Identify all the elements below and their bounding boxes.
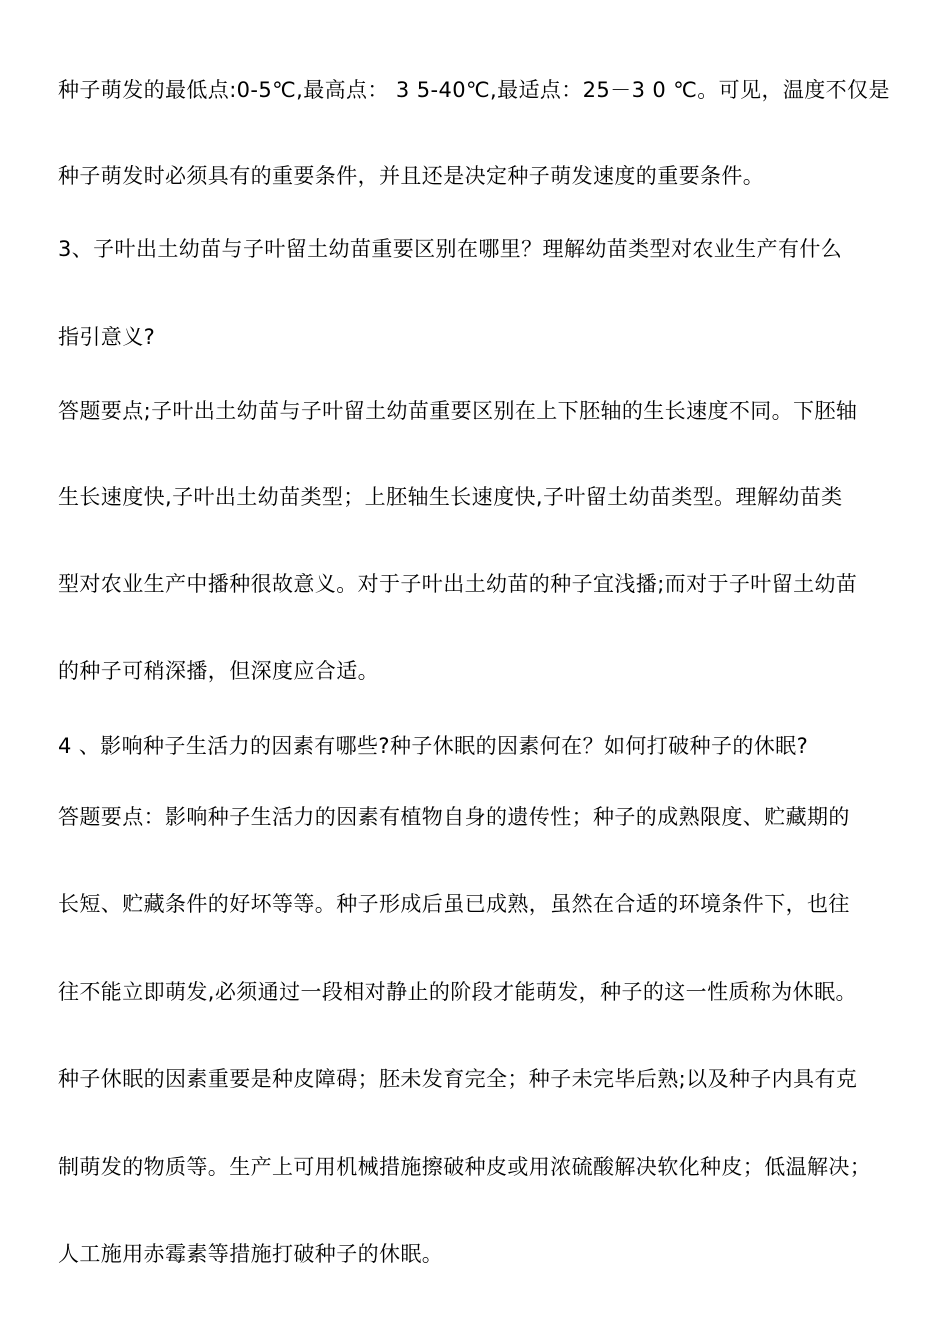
text-line: 3、子叶出土幼苗与子叶留土幼苗重要区别在哪里？理解幼苗类型对农业生产有什么 bbox=[58, 237, 843, 261]
text-line: 种子萌发的最低点:0-5℃,最高点： 3 5-40℃,最适点：25－3 0 ℃。可见，温度不仅是 bbox=[58, 78, 890, 102]
text-line: 答题要点：影响种子生活力的因素有植物自身的遗传性；种子的成熟限度、贮藏期的 bbox=[58, 805, 850, 829]
text-line: 种子休眠的因素重要是种皮障碍；胚未发育完全；种子未完毕后熟;以及种子内具有克 bbox=[58, 1067, 858, 1091]
text-line: 人工施用赤霉素等措施打破种子的休眠。 bbox=[58, 1242, 444, 1266]
text-line: 生长速度快,子叶出土幼苗类型；上胚轴生长速度快,子叶留土幼苗类型。理解幼苗类 bbox=[58, 485, 843, 509]
text-line: 型对农业生产中播种很故意义。对于子叶出土幼苗的种子宜浅播;而对于子叶留土幼苗 bbox=[58, 572, 858, 596]
text-line: 答题要点;子叶出土幼苗与子叶留土幼苗重要区别在上下胚轴的生长速度不同。下胚轴 bbox=[58, 399, 858, 423]
text-line: 指引意义? bbox=[58, 325, 156, 349]
text-line: 制萌发的物质等。生产上可用机械措施擦破种皮或用浓硫酸解决软化种皮；低温解决； bbox=[58, 1155, 872, 1179]
text-line: 长短、贮藏条件的好坏等等。种子形成后虽已成熟，虽然在合适的环境条件下，也往 bbox=[58, 892, 850, 916]
text-line: 往不能立即萌发,必须通过一段相对静止的阶段才能萌发，种子的这一性质称为休眠。 bbox=[58, 980, 857, 1004]
text-line: 种子萌发时必须具有的重要条件，并且还是决定种子萌发速度的重要条件。 bbox=[58, 164, 765, 188]
text-line: 的种子可稍深播，但深度应合适。 bbox=[58, 659, 379, 683]
text-line: 4 、影响种子生活力的因素有哪些?种子休眠的因素何在？如何打破种子的休眠? bbox=[58, 734, 809, 758]
